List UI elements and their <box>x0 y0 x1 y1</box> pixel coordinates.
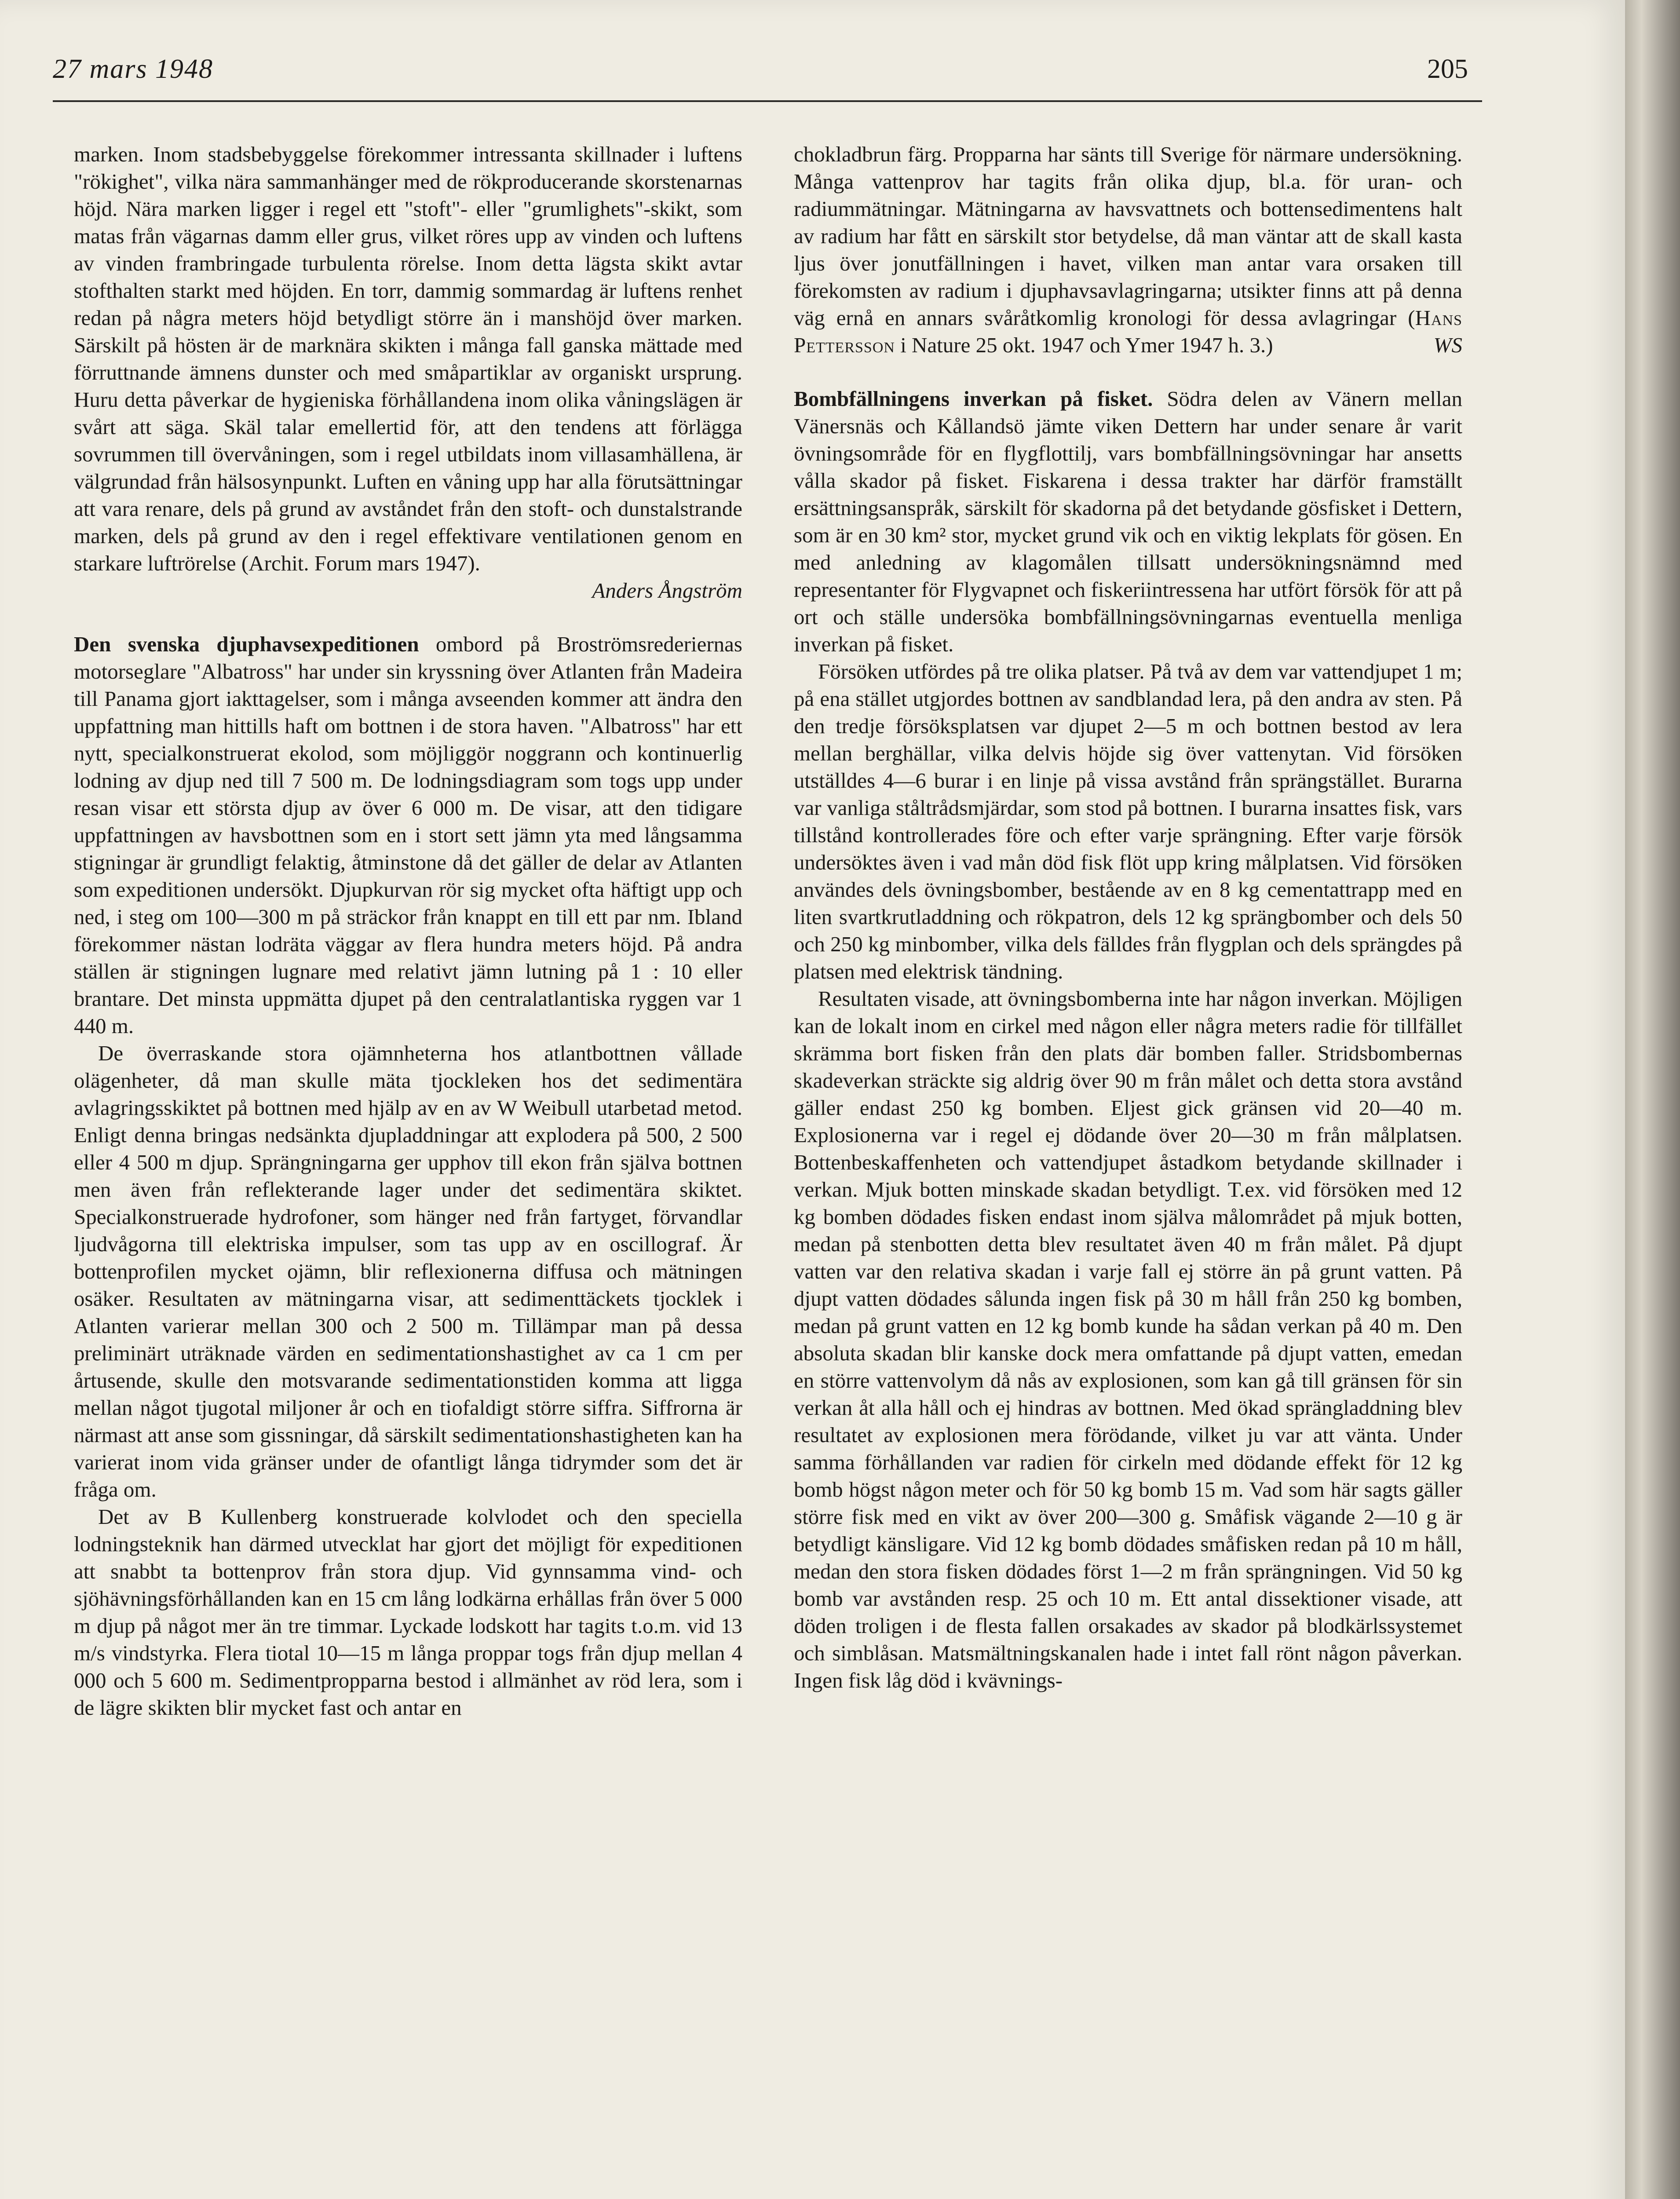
paragraph-results: Resultaten visade, att övningsbomberna inte har någon inverkan. Möjligen kan de lokalt inom en cirkel med någon eller några meters radie för tillfället skrämma bort fisken från den plats där bomben faller. Stridsbombernas skadeverkan sträckte sig aldrig över 90 m från målet och detta stora avstånd gäller endast 250 kg bomben. Eljest gick gränsen vid 20—40 m. Explosionerna var i regel ej dödande över 20—30 m från målplatsen. Bottenbeskaffenheten och vattendjupet åstadkom betydande skillnader i verkan. Mjuk botten minskade skadan betydligt. T.ex. vid försöken med 12 kg bomben dödades fisken endast inom själva målområdet på mjuk botten, medan på stenbotten detta blev resultatet även 40 m från målet. På djupt vatten var den relativa skadan i varje fall ej större än på grunt vatten. På djupt vatten dödades sålunda ingen fisk på 30 m håll från 250 kg bomben, medan på grunt vatten en 12 kg bomb kunde ha sådan verkan på 40 m. Den absoluta skadan blir kanske dock mera omfattande på djupt vatten, emedan en större vattenvolym då nås av explosionen, som kan gå till gränsen för sin verkan åt alla håll och ej hindras av bottnen. Med ökad sprängladdning blev resultatet av explosionen mera förödande, vilket ju var att vänta. Under samma förhållanden var radien för cirkeln med dödande effekt för 12 kg bomb högst någon meter och för 50 kg bomb 15 m. Vad som här sagts gäller större fisk med en vikt av över 200—300 g. Småfisk vägande 2—10 g är betydligt känsligare. Vid 12 kg bomb dödades småfisken redan på 10 m håll, medan den stora fisken dödades först 1—2 m från sprängningen. Vid 50 kg bomb var avstånden resp. 25 och 10 m. Ett antal dissektioner visade, att döden troligen i de flesta fallen orsakades av skador på blodkärlssystemet och simblåsan. Matsmältningskanalen hade i intet fall rönt någon påverkan. Ingen fisk låg död i kvävnings- <box>794 986 1462 1692</box>
paragraph-core-sampler: Det av B Kullenberg konstruerade kolvlodet och den speciella lodningsteknik han därmed utvecklat har gjort det möjligt för expeditionen att snabbt ta bottenprov från stora djup. Vid gynnsamma vind- och sjöhävningsförhållanden kan en 15 cm lång lodkärna erhållas från över 5 000 m djup på något mer än tre timmar. Lyckade lodskott har tagits t.o.m. vid 13 m/s vindstyrka. Flera tiotal 10—15 m långa proppar togs från djup mellan 4 000 och 5 600 m. Sedimentpropparna bestod i allmänhet av röd lera, som i de lägre skikten blir mycket fast och antar en <box>74 1505 742 1720</box>
headline-bombing-fishing: Bombfällningens inverkan på fisket. <box>794 387 1153 411</box>
section-gap <box>794 359 1462 385</box>
paragraph-water-samples <box>794 141 1462 359</box>
right-column <box>794 141 1462 1694</box>
signature-angstrom: Anders Ångström <box>592 578 742 603</box>
page-edge <box>1625 0 1680 2199</box>
paragraph-bombing-intro <box>794 385 1462 658</box>
citation-author: Hans Pettersson <box>794 306 1462 357</box>
paragraph-experiments: Försöken utfördes på tre olika platser. På två av dem var vattendjupet 1 m; på ena stället utgjordes bottnen av sandblandad lera, på den andra av sten. På den tredje försöksplatsen var djupet 2—5 m och bottnen bestod av lera mellan berghällar, vilka delvis höjde sig över vattenytan. Vid försöken utställdes 4—6 burar i en linje på vissa avstånd från sprängstället. Burarna var vanliga ståltrådsmjärdar, som stod på bottnen. I burarna insattes fisk, vars tillstånd kontrollerades före och efter varje sprängning. Efter varje försök undersöktes även i vad mån död fisk flöt upp kring målplatsen. Vid försöken användes dels övningsbomber, bestående av en 8 kg cementattrapp med en liten svartkrutladdning och rökpatron, dels 12 kg sprängbomber och dels 50 och 250 kg minbomber, vilka dels fälldes från flygplan och dels sprängdes på platsen med elektrisk tändning. <box>794 659 1462 983</box>
paragraph-expedition-intro <box>74 631 742 1040</box>
water-samples-text: chokladbrun färg. Propparna har sänts till Sverige för närmare undersökning. Många vattenprov har tagits från olika djup, bl.a. för uran- och radiummätningar. Mätningarna av havsvattnets och bottensedimentens halt av radium har fått en särskilt stor betydelse, då man väntar att de skall kasta ljus över jonutfällningen i havet, vilken man antar vara orsaken till förekomsten av radium i djuphavsavlagringarna; utsikter finns att på denna väg ernå en annars svåråtkomlig kronologi för dessa avlagringar ( <box>794 142 1462 330</box>
signature-ws: WS <box>1433 333 1462 357</box>
citation-source: i Nature 25 okt. 1947 och Ymer 1947 h. 3.) <box>895 333 1273 357</box>
paragraph-sediment-measurement: De överraskande stora ojämnheterna hos atlantbottnen vållade olägenheter, då man skulle mäta tjockleken hos det sedimentära avlagringsskiktet på bottnen med hjälp av en av W Weibull utarbetad metod. Enligt denna bringas nedsänkta djupladdningar att explodera på 500, 2 500 eller 4 500 m djup. Sprängningarna ger upphov till ekon från själva bottnen men även från reflekterande lager under det sedimentära skiktet. Specialkonstruerade hydrofoner, som hänger ned från fartyget, förvandlar ljudvågorna till elektriska impulser, som tas upp av en oscillograf. Är bottenprofilen mycket ojämn, blir reflexionerna diffusa och mätningen osäker. Resultaten av mätningarna visar, att sedimenttäckets tjocklek i Atlanten varierar mellan 300 och 2 500 m. Tillämpar man på dessa preliminärt uträknade värden en sedimentationshastighet av ca 1 cm per årtusende, skulle den motsvarande sedimentationstiden komma att ligga mellan något tjugotal miljoner år och en tiofaldigt större siffra. Siffrorna är närmast att anse som gissningar, då särskilt sedimentationshastigheten kan ha varierat inom vida gränser under de ofantligt långa tidrymder som det är fråga om. <box>74 1041 742 1501</box>
header-rule <box>53 100 1482 102</box>
section-gap <box>74 604 742 631</box>
issue-date: 27 mars 1948 <box>53 54 214 84</box>
headline-deep-sea-expedition: Den svenska djuphavsexpeditionen <box>74 632 419 656</box>
expedition-intro-text: ombord på Broströmsrederiernas motorseglare "Albatross" har under sin kryssning över Atlanten från Madeira till Panama gjort iakttagelser, som i många avseenden kommer att ändra den uppfattning man hittills haft om bottnen i de stora haven. "Albatross" har ett nytt, specialkonstruerat ekolod, som möjliggör noggrann och kontinuerlig lodning av djup ned till 7 500 m. De lodningsdiagram som togs upp under resan visar ett största djup av över 6 000 m. De visar, att den tidigare uppfattningen av havsbottnen som en i stort sett jämn yta med långsamma stigningar är grundligt felaktig, åtminstone då det gäller de delar av Atlanten som expeditionen undersökt. Djupkurvan rör sig mycket ofta häftigt upp och ned, i steg om 100—300 m på sträckor från knappt en till ett par nm. Ibland förekommer nästan lodräta väggar av flera hundra meters höjd. På andra ställen är stigningen lugnare med relativt jämn lutning på 1 : 10 eller brantare. Det minsta uppmätta djupet på den centralatlantiska ryggen var 1 440 m. <box>74 632 742 1038</box>
paragraph-air-purity: marken. Inom stadsbebyggelse förekommer intressanta skillnader i luftens "rökighet", vilka nära sammanhänger med de rökproducerande skorstenarnas höjd. Nära marken ligger i regel ett "stoft"- eller "grumlighets"-skikt, som matas från vägarnas damm eller grus, vilket röres upp av vinden och luftens av vinden frambringade turbulenta rörelse. Inom detta lägsta skikt avtar stofthalten starkt med höjden. En torr, dammig sommardag är luftens renhet redan på några meters höjd betydligt större än i manshöjd över marken. Särskilt på hösten är de marknära skikten i många fall ganska mättade med förruttnande ämnens dunster och med småpartiklar av organiskt ursprung. Huru detta påverkar de hygieniska förhållandena inom olika våningslägen är svårt att säga. Skäl talar emellertid för, att den tendens att förlägga sovrummen till övervåningen, som i regel utbildats inom villasamhällena, är välgrundad från hälsosynpunkt. Luften en våning upp har alla förutsättningar att vara renare, dels på grund av avståndet från den stoft- och dunstalstrande marken, dels på grund av den i regel effektivare ventilationen genom en starkare luftrörelse (Archit. Forum mars 1947). <box>74 142 742 575</box>
page-number: 205 <box>1427 54 1468 84</box>
bombing-intro-text: Södra delen av Vänern mellan Vänersnäs och Kållandsö jämte viken Dettern har under senare år varit övningsområde för en flygflottilj, vars bombfällningsövningar har ansetts vålla skador på fisket. Fiskarena i dessa trakter har därför framställt ersättningsanspråk, särskilt för skadorna på det betydande gösfisket i Dettern, som är en 30 km² stor, mycket grund vik och en viktig lekplats för gösen. En med anledning av klagomålen tillsatt undersökningsnämnd med representanter för Flygvapnet och fiskeriintressena har utfört försök för att på ort och ställe undersöka bombfällningsövningarnas eventuella menliga inverkan på fisket. <box>794 387 1462 656</box>
left-column <box>74 141 742 1721</box>
